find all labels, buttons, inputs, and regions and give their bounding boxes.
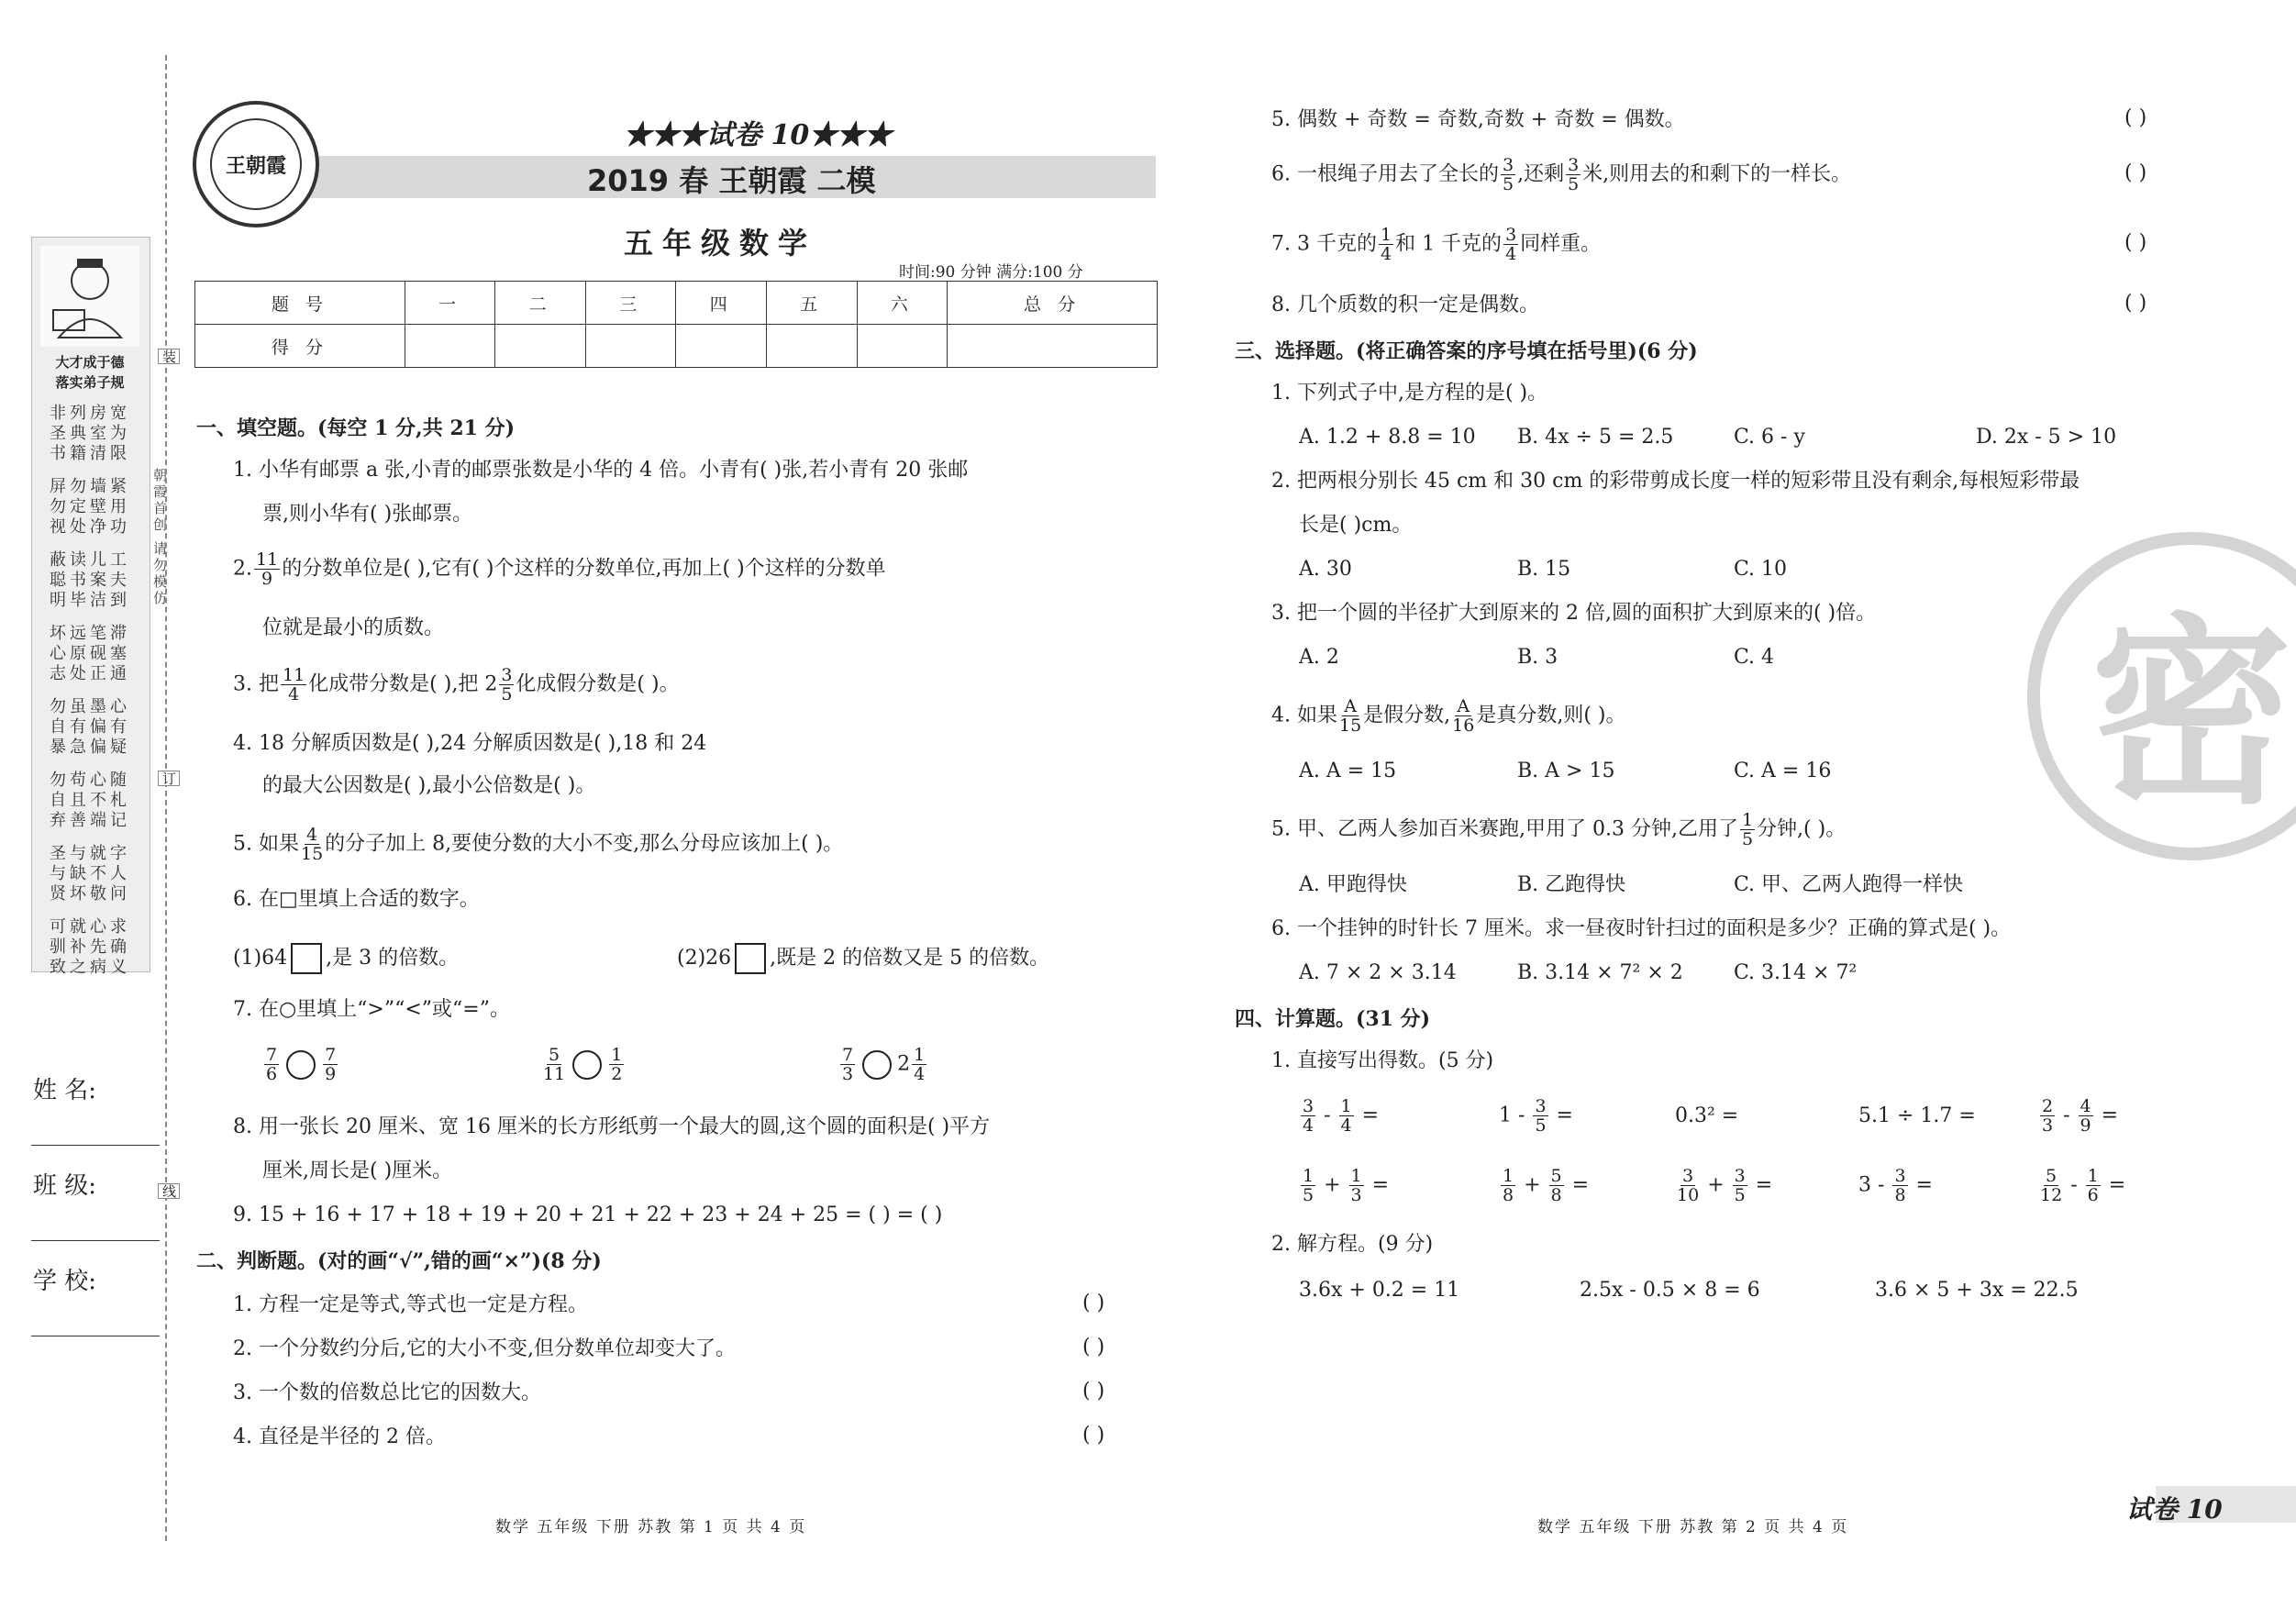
verse-line: 暴急偏疑 bbox=[50, 738, 130, 757]
verse-line: 坏远笔滞 bbox=[50, 624, 130, 643]
secret-seal: 密 bbox=[2027, 532, 2296, 860]
judge-item: 1. 方程一定是等式,等式也一定是方程。 bbox=[233, 1293, 588, 1316]
cut-mark: 线 bbox=[158, 1183, 180, 1199]
judge-item: 4. 直径是半径的 2 倍。 bbox=[233, 1425, 446, 1448]
question-3: 3. 把 $\frac{11}{4}$ 化成带分数是( ),把 2 $\frac{3}{5}$ 化成假分数是( )。 bbox=[233, 665, 680, 704]
choice-question: 3. 把一个圆的半径扩大到原来的 2 倍,圆的面积扩大到原来的( )倍。 bbox=[1271, 602, 1877, 625]
class-field[interactable] bbox=[31, 1240, 160, 1241]
judge-item: 8. 几个质数的积一定是偶数。 bbox=[1271, 294, 1539, 316]
section-4-title: 四、计算题。(31 分) bbox=[1235, 1007, 1431, 1031]
option[interactable]: C. 4 bbox=[1734, 646, 1775, 669]
option[interactable]: A. 1.2 + 8.8 = 10 bbox=[1299, 426, 1476, 449]
verse-line: 勿虽墨心 bbox=[50, 697, 130, 716]
equation: 2.5x - 0.5 × 8 = 6 bbox=[1580, 1279, 1760, 1302]
verse-line: 蔽读儿工 bbox=[50, 550, 130, 570]
option[interactable]: A. 7 × 2 × 3.14 bbox=[1299, 961, 1457, 984]
choice-question: 2. 把两根分别长 45 cm 和 30 cm 的彩带剪成长度一样的短彩带且没有剩余,每根短彩带最 bbox=[1271, 470, 2080, 493]
calc-expression: 1 - $\frac{3}{5}$ = bbox=[1499, 1096, 1573, 1136]
table-cell: 得 分 bbox=[195, 325, 405, 368]
table-cell: 四 bbox=[676, 282, 767, 325]
compare-circle[interactable] bbox=[572, 1050, 602, 1080]
table-cell: 题 号 bbox=[195, 282, 405, 325]
option[interactable]: C. A = 16 bbox=[1734, 760, 1832, 782]
answer-box[interactable] bbox=[735, 943, 766, 974]
answer-paren[interactable]: ( ) bbox=[2124, 231, 2147, 254]
motto-line-2: 落实弟子规 bbox=[55, 374, 125, 391]
school-label: 学 校: bbox=[33, 1268, 97, 1295]
score-cell[interactable] bbox=[585, 325, 676, 368]
judge-item: 5. 偶数 + 奇数 = 奇数,奇数 + 奇数 = 偶数。 bbox=[1271, 108, 1685, 131]
table-cell: 一 bbox=[405, 282, 495, 325]
score-table bbox=[194, 281, 1158, 368]
compare-circle[interactable] bbox=[862, 1050, 892, 1080]
option[interactable]: A. 甲跑得快 bbox=[1299, 873, 1407, 896]
answer-paren[interactable]: ( ) bbox=[1082, 1380, 1105, 1403]
calc-expression: $\frac{2}{3}$ - $\frac{4}{9}$ = bbox=[2042, 1096, 2119, 1136]
question-1-cont: 票,则小华有( )张邮票。 bbox=[262, 503, 473, 526]
verse-line: 聪书案夫 bbox=[50, 571, 130, 590]
equation: 3.6 × 5 + 3x = 22.5 bbox=[1875, 1279, 2079, 1302]
option[interactable]: D. 2x - 5 > 10 bbox=[1976, 426, 2117, 449]
option[interactable]: B. 3 bbox=[1517, 646, 1558, 669]
compare-circle[interactable] bbox=[286, 1050, 316, 1080]
score-cell[interactable] bbox=[676, 325, 767, 368]
cut-mark: 装 bbox=[158, 349, 180, 364]
judge-item: 2. 一个分数约分后,它的大小不变,但分数单位却变大了。 bbox=[233, 1337, 736, 1360]
calc-expression: $\frac{1}{8}$ + $\frac{5}{8}$ = bbox=[1503, 1166, 1590, 1205]
verse-line: 勿苟心随 bbox=[50, 771, 130, 790]
question-5: 5. 如果 $\frac{4}{15}$ 的分子加上 8,要使分数的大小不变,那么分母应该加上( )。 bbox=[233, 825, 844, 864]
verse-line: 圣与就字 bbox=[50, 844, 130, 863]
compare-2: $\frac{5}{11}$ $\frac{1}{2}$ bbox=[543, 1045, 623, 1084]
scholar-illustration bbox=[40, 246, 139, 347]
judge-item: 3. 一个数的倍数总比它的因数大。 bbox=[233, 1381, 541, 1404]
subject-title: 五年级数学 bbox=[624, 226, 817, 261]
equation: 3.6x + 0.2 = 11 bbox=[1299, 1279, 1460, 1302]
verse-line: 与缺不人 bbox=[50, 864, 130, 883]
verse-line: 致之病义 bbox=[50, 958, 130, 977]
answer-paren[interactable]: ( ) bbox=[1082, 1292, 1105, 1314]
question-2-cont: 位就是最小的质数。 bbox=[262, 616, 445, 639]
brand-logo bbox=[193, 101, 319, 227]
calc-question: 1. 直接写出得数。(5 分) bbox=[1271, 1049, 1494, 1072]
section-3-title: 三、选择题。(将正确答案的序号填在括号里)(6 分) bbox=[1235, 339, 1698, 363]
table-cell: 总 分 bbox=[948, 282, 1158, 325]
verse-line: 志处正通 bbox=[50, 664, 130, 683]
option[interactable]: C. 10 bbox=[1734, 558, 1788, 581]
table-cell: 五 bbox=[767, 282, 858, 325]
answer-paren[interactable]: ( ) bbox=[2124, 106, 2147, 129]
table-cell: 三 bbox=[585, 282, 676, 325]
question-7: 7. 在○里填上“>”“<”或“=”。 bbox=[233, 998, 510, 1021]
time-info: 时间:90 分钟 满分:100 分 bbox=[899, 263, 1083, 282]
compare-3: $\frac{7}{3}$ 2 $\frac{1}{4}$ bbox=[842, 1045, 926, 1084]
verse-line: 非列房宽 bbox=[50, 404, 130, 423]
score-cell[interactable] bbox=[857, 325, 948, 368]
name-field[interactable] bbox=[31, 1145, 160, 1146]
logo-text: 王朝霞 bbox=[210, 118, 302, 210]
binding-line bbox=[165, 55, 167, 1541]
page-footer-right: 数学 五年级 下册 苏教 第 2 页 共 4 页 bbox=[1537, 1518, 1849, 1536]
cut-mark: 订 bbox=[158, 771, 180, 786]
score-cell[interactable] bbox=[405, 325, 495, 368]
calc-expression: $\frac{3}{4}$ - $\frac{1}{4}$ = bbox=[1303, 1096, 1380, 1136]
question-1: 1. 小华有邮票 a 张,小青的邮票张数是小华的 4 倍。小青有( )张,若小青有 20 张邮 bbox=[233, 459, 969, 482]
verse-line: 自且不札 bbox=[50, 791, 130, 810]
question-4-cont: 的最大公因数是( ),最小公倍数是( )。 bbox=[262, 774, 596, 797]
choice-question: 5. 甲、乙两人参加百米赛跑,甲用了 0.3 分钟,乙用了 $\frac{1}{5}$ 分钟,( )。 bbox=[1271, 810, 1847, 849]
question-6-1: (1)64 ,是 3 的倍数。 bbox=[233, 943, 459, 974]
verse-line: 屏勿墙紧 bbox=[50, 477, 130, 496]
question-8: 8. 用一张长 20 厘米、宽 16 厘米的长方形纸剪一个最大的圆,这个圆的面积是( )平方 bbox=[233, 1115, 991, 1138]
option[interactable]: A. A = 15 bbox=[1299, 760, 1397, 782]
table-row bbox=[195, 325, 1158, 368]
verse-line: 书籍清限 bbox=[50, 444, 130, 463]
motto-line-1: 大才成于德 bbox=[55, 354, 125, 371]
option[interactable]: B. 15 bbox=[1517, 558, 1571, 581]
class-label: 班 级: bbox=[33, 1172, 97, 1200]
choice-question: 1. 下列式子中,是方程的是( )。 bbox=[1271, 382, 1548, 405]
question-6-2: (2)26 ,既是 2 的倍数又是 5 的倍数。 bbox=[677, 943, 1049, 974]
answer-paren[interactable]: ( ) bbox=[2124, 161, 2147, 184]
question-4: 4. 18 分解质因数是( ),24 分解质因数是( ),18 和 24 bbox=[233, 732, 707, 755]
calc-expression: $\frac{5}{12}$ - $\frac{1}{6}$ = bbox=[2040, 1166, 2126, 1205]
calc-expression: 3 - $\frac{3}{8}$ = bbox=[1858, 1166, 1933, 1205]
score-cell[interactable] bbox=[767, 325, 858, 368]
question-2: 2. $\frac{11}{9}$ 的分数单位是( ),它有( )个这样的分数单位,再加上( )个这样的分数单 bbox=[233, 549, 886, 589]
answer-paren[interactable]: ( ) bbox=[1082, 1336, 1105, 1359]
option[interactable]: B. A > 15 bbox=[1517, 760, 1615, 782]
calc-question: 2. 解方程。(9 分) bbox=[1271, 1233, 1434, 1256]
question-8-cont: 厘米,周长是( )厘米。 bbox=[262, 1159, 453, 1182]
choice-question: 6. 一个挂钟的时针长 7 厘米。求一昼夜时针扫过的面积是多少？正确的算式是( )。 bbox=[1271, 917, 2012, 940]
page-footer-left: 数学 五年级 下册 苏教 第 1 页 共 4 页 bbox=[495, 1518, 807, 1536]
judge-item: 7. 3 千克的 $\frac{1}{4}$ 和 1 千克的 $\frac{3}{4}$ 同样重。 bbox=[1271, 225, 1602, 264]
verse-line: 视处净功 bbox=[50, 517, 130, 537]
table-cell: 六 bbox=[857, 282, 948, 325]
verse-line: 心原砚塞 bbox=[50, 644, 130, 663]
verse-line: 圣典室为 bbox=[50, 424, 130, 443]
option[interactable]: C. 3.14 × 7² bbox=[1734, 961, 1858, 984]
page-title: 2019 春 王朝霞 二模 bbox=[587, 163, 876, 198]
compare-1: $\frac{7}{6}$ $\frac{7}{9}$ bbox=[266, 1045, 337, 1084]
verse-line: 可就心求 bbox=[50, 917, 130, 937]
judge-item: 6. 一根绳子用去了全长的 $\frac{3}{5}$ ,还剩 $\frac{3}{5}$ 米,则用去的和剩下的一样长。 bbox=[1271, 155, 1852, 194]
calc-expression: $\frac{3}{10}$ + $\frac{3}{5}$ = bbox=[1677, 1166, 1773, 1205]
section-2-title: 二、判断题。(对的画“√”,错的画“×”)(8 分) bbox=[196, 1249, 602, 1273]
section-1-title: 一、填空题。(每空 1 分,共 21 分) bbox=[196, 416, 516, 440]
verse-line: 勿定壁用 bbox=[50, 497, 130, 516]
option[interactable]: C. 6 - y bbox=[1734, 426, 1805, 449]
question-9: 9. 15 + 16 + 17 + 18 + 19 + 20 + 21 + 22 + 23 + 24 + 25 = ( ) = ( ) bbox=[233, 1203, 943, 1226]
option[interactable]: C. 甲、乙两人跑得一样快 bbox=[1734, 873, 1964, 896]
calc-expression: 0.3² = bbox=[1675, 1104, 1739, 1127]
option[interactable]: B. 乙跑得快 bbox=[1517, 873, 1626, 896]
choice-question: 4. 如果 $\frac{A}{15}$ 是假分数, $\frac{A}{16}$ 是真分数,则( )。 bbox=[1271, 696, 1626, 736]
option[interactable]: B. 4x ÷ 5 = 2.5 bbox=[1517, 426, 1674, 449]
score-cell[interactable] bbox=[495, 325, 586, 368]
footer-exam-label: 试卷 10 bbox=[2126, 1494, 2223, 1525]
choice-question-cont: 长是( )cm。 bbox=[1299, 514, 1413, 537]
verse-line: 贤坏敬问 bbox=[50, 884, 130, 904]
table-row bbox=[195, 282, 1158, 325]
option[interactable]: A. 2 bbox=[1299, 646, 1339, 669]
score-cell[interactable] bbox=[948, 325, 1158, 368]
answer-paren[interactable]: ( ) bbox=[1082, 1424, 1105, 1447]
exam-number: ★★★试卷 10★★★ bbox=[624, 119, 893, 151]
verse-line: 明毕洁到 bbox=[50, 591, 130, 610]
answer-paren[interactable]: ( ) bbox=[2124, 292, 2147, 315]
verse-line: 自有偏有 bbox=[50, 717, 130, 737]
option[interactable]: B. 3.14 × 7² × 2 bbox=[1517, 961, 1683, 984]
table-cell: 二 bbox=[495, 282, 586, 325]
verse-line: 驯补先确 bbox=[50, 937, 130, 957]
answer-box[interactable] bbox=[291, 943, 322, 974]
question-6: 6. 在□里填上合适的数字。 bbox=[233, 888, 480, 911]
verse-line: 弃善端记 bbox=[50, 811, 130, 830]
option[interactable]: A. 30 bbox=[1299, 558, 1352, 581]
calc-expression: 5.1 ÷ 1.7 = bbox=[1858, 1104, 1976, 1127]
calc-expression: $\frac{1}{5}$ + $\frac{1}{3}$ = bbox=[1303, 1166, 1390, 1205]
copyright-note: 朝霞首创 请勿模仿 bbox=[151, 468, 168, 607]
name-label: 姓 名: bbox=[33, 1077, 97, 1104]
